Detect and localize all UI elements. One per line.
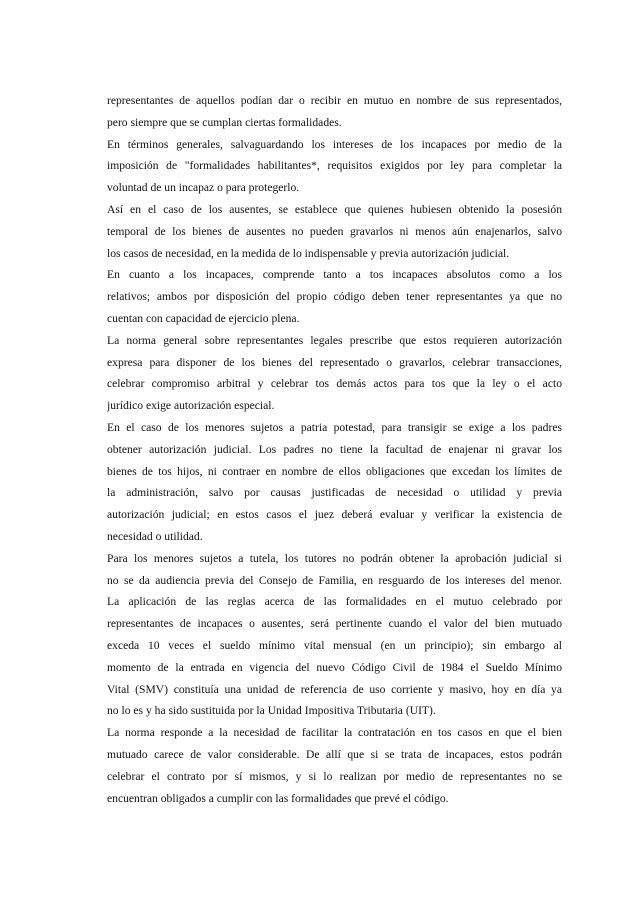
text-line: no lo es y ha sido sustituida por la Unidad Impositiva Tributaria (UIT). <box>107 704 436 718</box>
text-line: En términos generales, salvaguardando los intereses de los incapaces por medio de la <box>107 137 562 151</box>
text-line: jurídico exige autorización especial. <box>107 399 275 413</box>
text-line: relativos; ambos por disposición del propio código deben tener representantes ya que no <box>107 290 562 304</box>
body-text <box>107 90 562 809</box>
text-line: representantes de aquellos podían dar o recibir en mutuo en nombre de sus representados, <box>107 94 562 107</box>
text-line: voluntad de un incapaz o para protegerlo. <box>107 181 300 195</box>
text-line: expresa para disponer de los bienes del representado o gravarlos, celebrar transacciones, <box>107 355 562 369</box>
text-line: no se da audiencia previa del Consejo de Familia, en resguardo de los intereses del menor. <box>107 573 562 587</box>
text-line: exceda 10 veces el sueldo mínimo vital mensual (en un principio); sin embargo al <box>107 638 562 652</box>
text-line: Vital (SMV) constituía una unidad de referencia de uso corriente y masivo, hoy en día ya <box>107 682 562 696</box>
text-line: En cuanto a los incapaces, comprende tanto a tos incapaces absolutos como a los <box>107 268 562 282</box>
text-line: mutuado carece de valor considerable. De allí que si se trata de incapaces, estos podrán <box>107 747 562 761</box>
text-line: la administración, salvo por causas justificadas de necesidad o utilidad y previa <box>107 486 562 500</box>
text-line: los casos de necesidad, en la medida de lo indispensable y previa autorización judicial. <box>107 246 510 260</box>
text-line: obtener autorización judicial. Los padres no tiene la facultad de enajenar ni gravar los <box>107 442 562 456</box>
text-line: bienes de tos hijos, ni contraer en nombre de ellos obligaciones que excedan los límites de <box>107 464 562 478</box>
text-line: pero siempre que se cumplan ciertas formalidades. <box>107 115 342 129</box>
text-line: momento de la entrada en vigencia del nuevo Código Civil de 1984 el Sueldo Mínimo <box>107 660 562 674</box>
text-line: Para los menores sujetos a tutela, los tutores no podrán obtener la aprobación judicial si <box>107 551 562 565</box>
text-line: En el caso de los menores sujetos a patria potestad, para transigir se exige a los padres <box>107 420 562 434</box>
text-line: La norma general sobre representantes legales prescribe que estos requieren autorización <box>107 333 562 347</box>
text-line: imposición de "formalidades habilitantes*, requisitos exigidos por ley para completar la <box>107 159 562 173</box>
text-line: celebrar compromiso arbitral y celebrar tos demás actos para tos que la ley o el acto <box>107 377 562 391</box>
text-line: cuentan con capacidad de ejercicio plena. <box>107 311 300 325</box>
text-line: La norma responde a la necesidad de facilitar la contratación en tos casos en que el bien <box>107 726 562 740</box>
text-line: encuentran obligados a cumplir con las formalidades que prevé el código. <box>107 791 449 805</box>
text-line: necesidad o utilidad. <box>107 529 203 543</box>
text-line: Así en el caso de los ausentes, se establece que quienes hubiesen obtenido la posesión <box>107 202 562 216</box>
text-line: celebrar el contrato por sí mismos, y si lo realizan por medio de representantes no se <box>107 769 562 783</box>
text-line: temporal de los bienes de ausentes no pueden gravarlos ni menos aún enajenarlos, salvo <box>107 224 562 238</box>
text-line: autorización judicial; en estos casos el juez deberá evaluar y verificar la existencia de <box>107 508 562 522</box>
text-line: representantes de incapaces o ausentes, será pertinente cuando el valor del bien mutuado <box>107 617 562 631</box>
text-line: La aplicación de las reglas acerca de las formalidades en el mutuo celebrado por <box>107 595 562 609</box>
